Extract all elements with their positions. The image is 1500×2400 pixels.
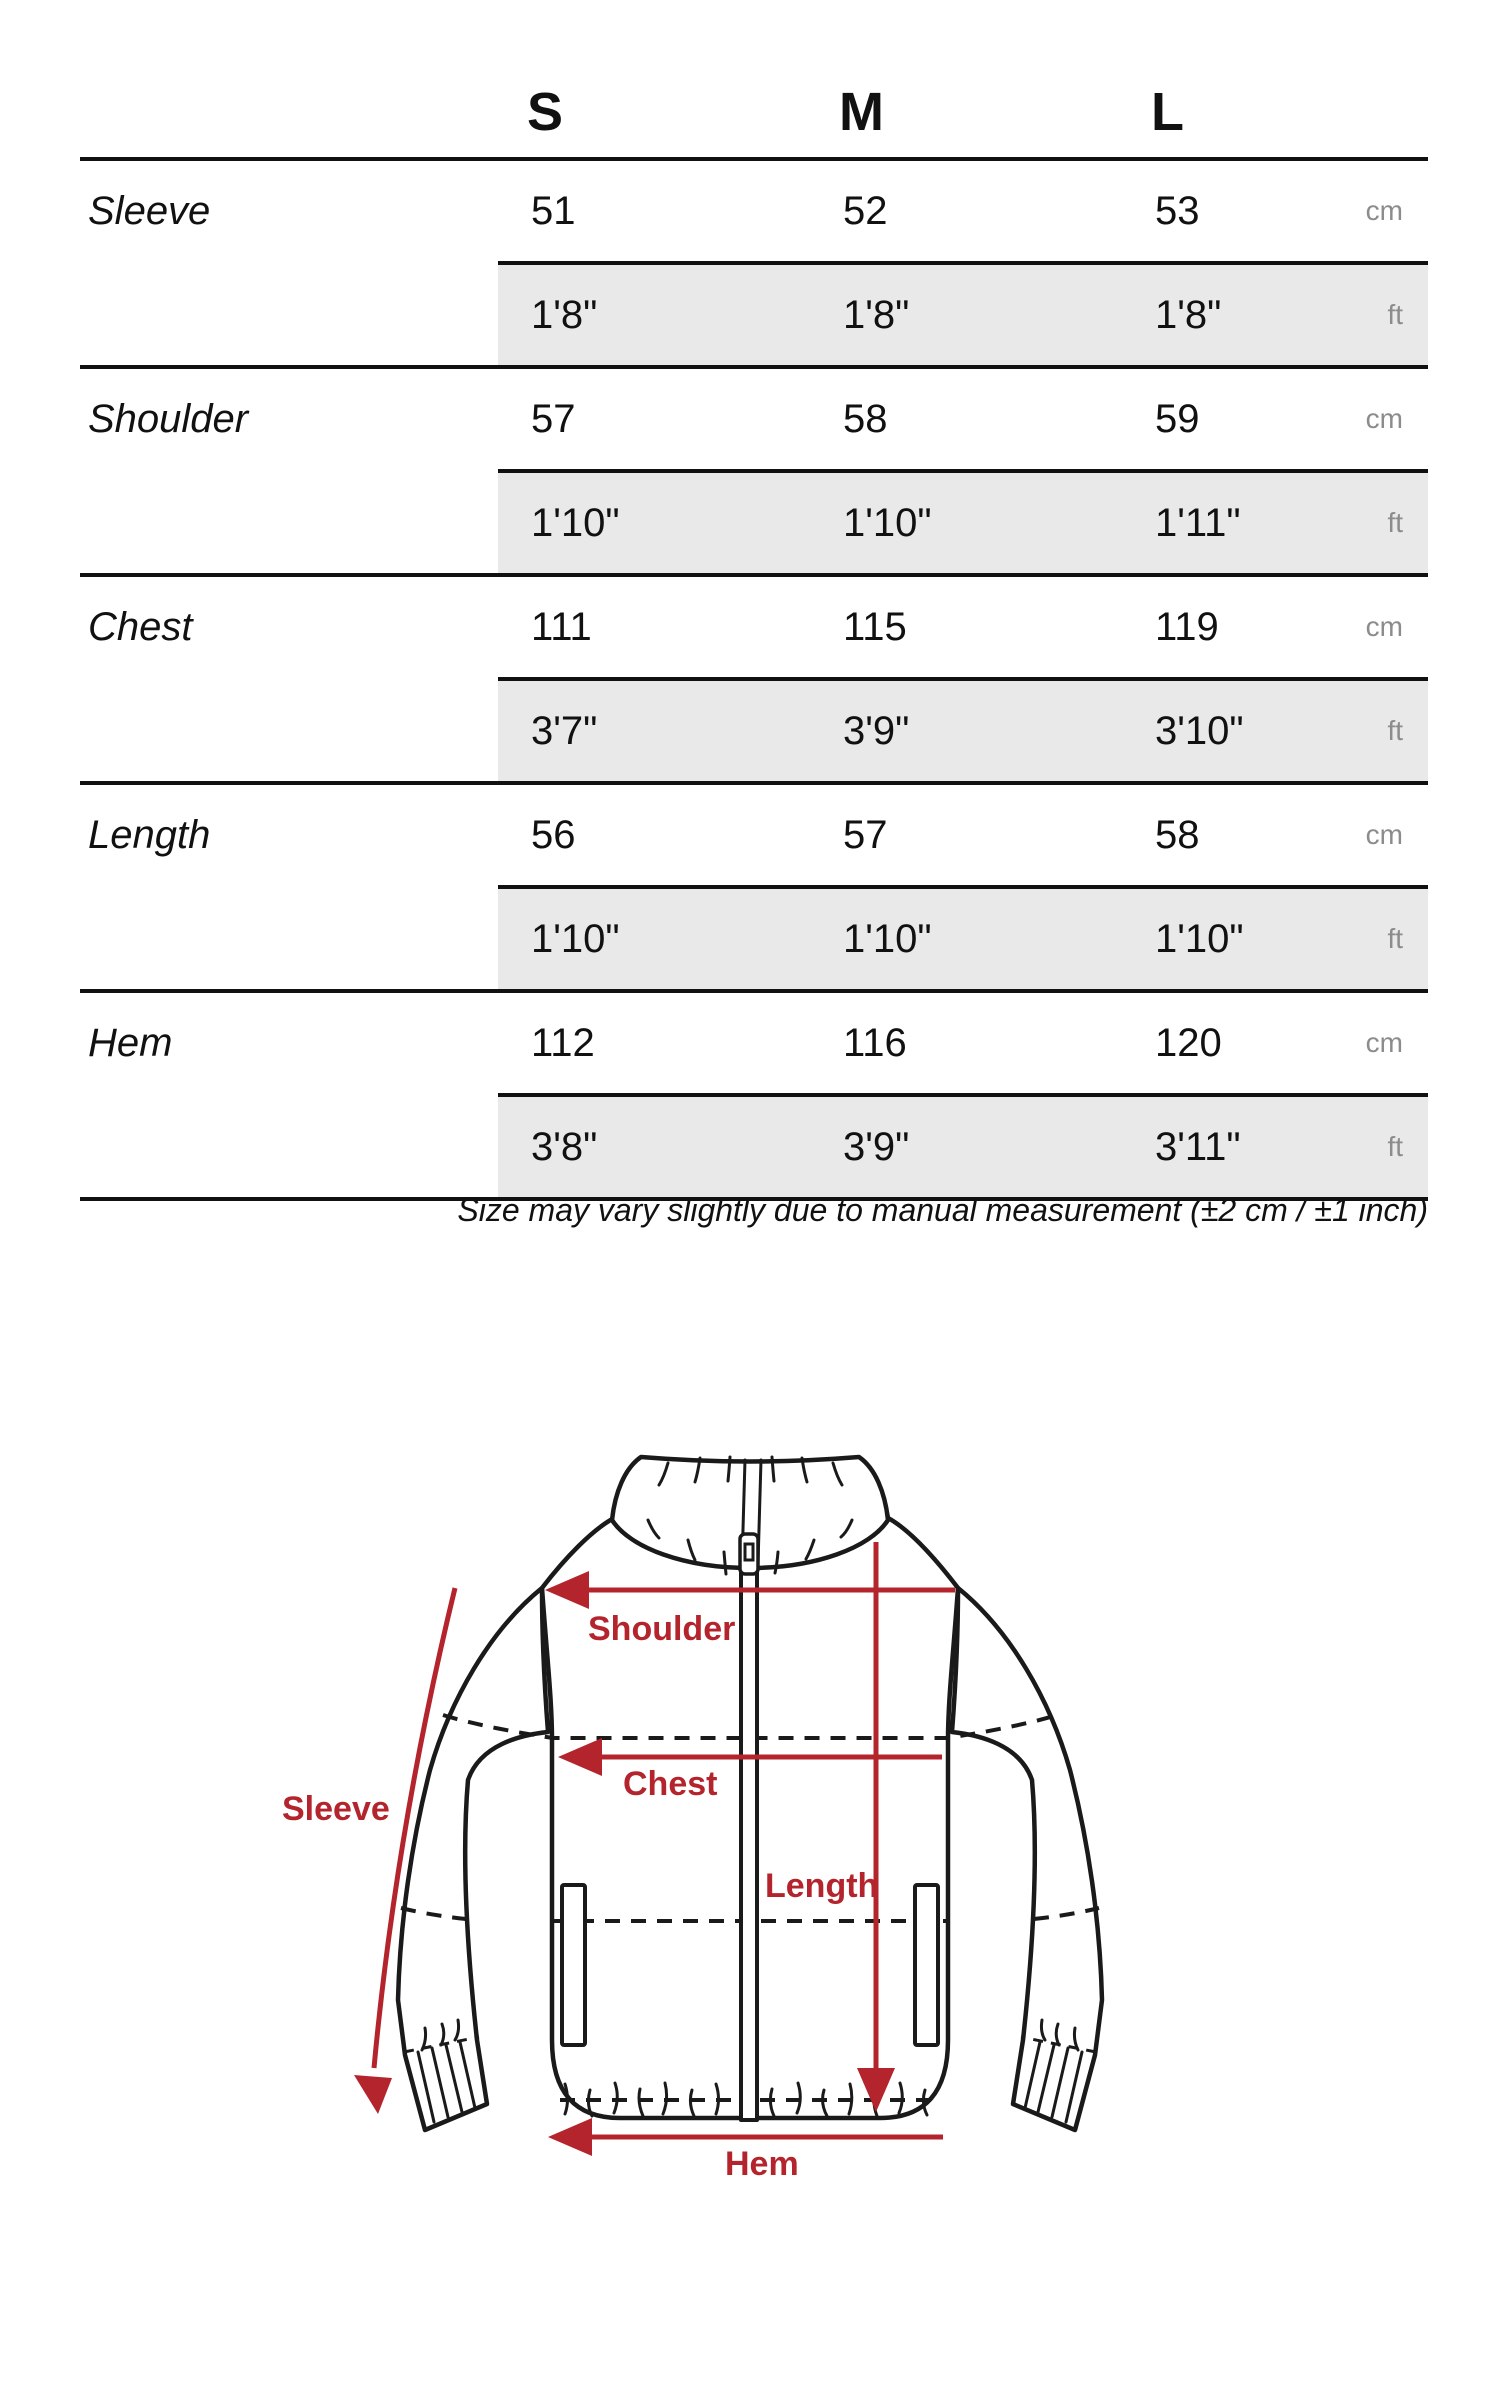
length-s-cm: 56 <box>531 812 576 857</box>
zipper-pull-hole <box>745 1544 753 1560</box>
zipper-placket <box>743 1570 755 2118</box>
length-m-ft: 1'10" <box>810 885 1122 989</box>
sleeve-m-cm: 52 <box>843 188 888 233</box>
unit-label-ft: ft <box>1328 885 1428 989</box>
column-header-m: M <box>839 82 884 142</box>
shoulder-l-cm: 59 <box>1155 396 1200 441</box>
chest-s-cm: 111 <box>531 604 592 649</box>
sleeve-arrow-label: Sleeve <box>282 1790 390 1828</box>
row-spacer <box>80 1093 498 1197</box>
shoulder-s-ft: 1'10" <box>498 469 810 573</box>
row-label-hem: Hem <box>88 1020 173 1065</box>
length-l-ft: 1'10" <box>1122 885 1328 989</box>
hem-m-ft: 3'9" <box>810 1093 1122 1197</box>
shoulder-m-cm: 58 <box>843 396 888 441</box>
sleeve-arrowhead <box>354 2075 392 2114</box>
left-pocket-flap <box>562 1885 585 2045</box>
length-l-cm: 58 <box>1155 812 1200 857</box>
table-row-hem <box>80 989 1428 1201</box>
shoulder-l-ft: 1'11" <box>1122 469 1328 573</box>
sleeve-m-ft: 1'8" <box>810 261 1122 365</box>
row-spacer <box>80 885 498 989</box>
table-row-length <box>80 781 1428 989</box>
row-label-length: Length <box>88 812 211 857</box>
header-spacer <box>80 60 498 157</box>
size-chart-table <box>80 60 1428 1201</box>
unit-label-ft: ft <box>1328 261 1428 365</box>
shoulder-m-ft: 1'10" <box>810 469 1122 573</box>
length-arrow-label: Length <box>765 1867 879 1905</box>
unit-label-cm: cm <box>1365 403 1403 434</box>
sleeve-l-cm: 53 <box>1155 188 1200 233</box>
length-m-cm: 57 <box>843 812 888 857</box>
shoulder-arrow-label: Shoulder <box>588 1610 736 1648</box>
unit-label-cm: cm <box>1365 819 1403 850</box>
shoulder-s-cm: 57 <box>531 396 576 441</box>
row-label-sleeve: Sleeve <box>88 188 211 233</box>
row-spacer <box>80 261 498 365</box>
hem-s-ft: 3'8" <box>498 1093 810 1197</box>
row-label-chest: Chest <box>88 604 193 649</box>
measurement-disclaimer: Size may vary slightly due to manual measurement (±2 cm / ±1 inch) <box>457 1192 1428 1228</box>
unit-label-cm: cm <box>1365 611 1403 642</box>
chest-l-cm: 119 <box>1155 604 1219 649</box>
unit-label-ft: ft <box>1328 469 1428 573</box>
table-row-shoulder <box>80 365 1428 573</box>
sleeve-s-cm: 51 <box>531 188 576 233</box>
chest-m-cm: 115 <box>843 604 907 649</box>
chest-l-ft: 3'10" <box>1122 677 1328 781</box>
size-header-row <box>80 60 1428 157</box>
column-header-l: L <box>1151 82 1184 142</box>
column-header-s: S <box>527 82 564 142</box>
row-spacer <box>80 469 498 573</box>
length-s-ft: 1'10" <box>498 885 810 989</box>
chest-arrow-label: Chest <box>623 1765 718 1803</box>
jacket-left-sleeve <box>398 1588 548 2130</box>
sleeve-l-ft: 1'8" <box>1122 261 1328 365</box>
row-label-shoulder: Shoulder <box>88 396 249 441</box>
right-pocket-flap <box>915 1885 938 2045</box>
sleeve-s-ft: 1'8" <box>498 261 810 365</box>
hem-arrow-label: Hem <box>725 2145 799 2183</box>
header-unit-spacer <box>1328 60 1428 157</box>
chest-m-ft: 3'9" <box>810 677 1122 781</box>
hem-arrowhead <box>548 2118 592 2156</box>
hem-l-ft: 3'11" <box>1122 1093 1328 1197</box>
hem-m-cm: 116 <box>843 1020 907 1065</box>
chest-s-ft: 3'7" <box>498 677 810 781</box>
table-row-sleeve <box>80 157 1428 365</box>
jacket-right-sleeve <box>952 1588 1102 2130</box>
unit-label-cm: cm <box>1365 195 1403 226</box>
unit-label-ft: ft <box>1328 1093 1428 1197</box>
hem-s-cm: 112 <box>531 1020 595 1065</box>
unit-label-ft: ft <box>1328 677 1428 781</box>
unit-label-cm: cm <box>1365 1027 1403 1058</box>
table-row-chest <box>80 573 1428 781</box>
jacket-measure-diagram <box>0 1400 1500 2250</box>
row-spacer <box>80 677 498 781</box>
hem-l-cm: 120 <box>1155 1020 1222 1065</box>
